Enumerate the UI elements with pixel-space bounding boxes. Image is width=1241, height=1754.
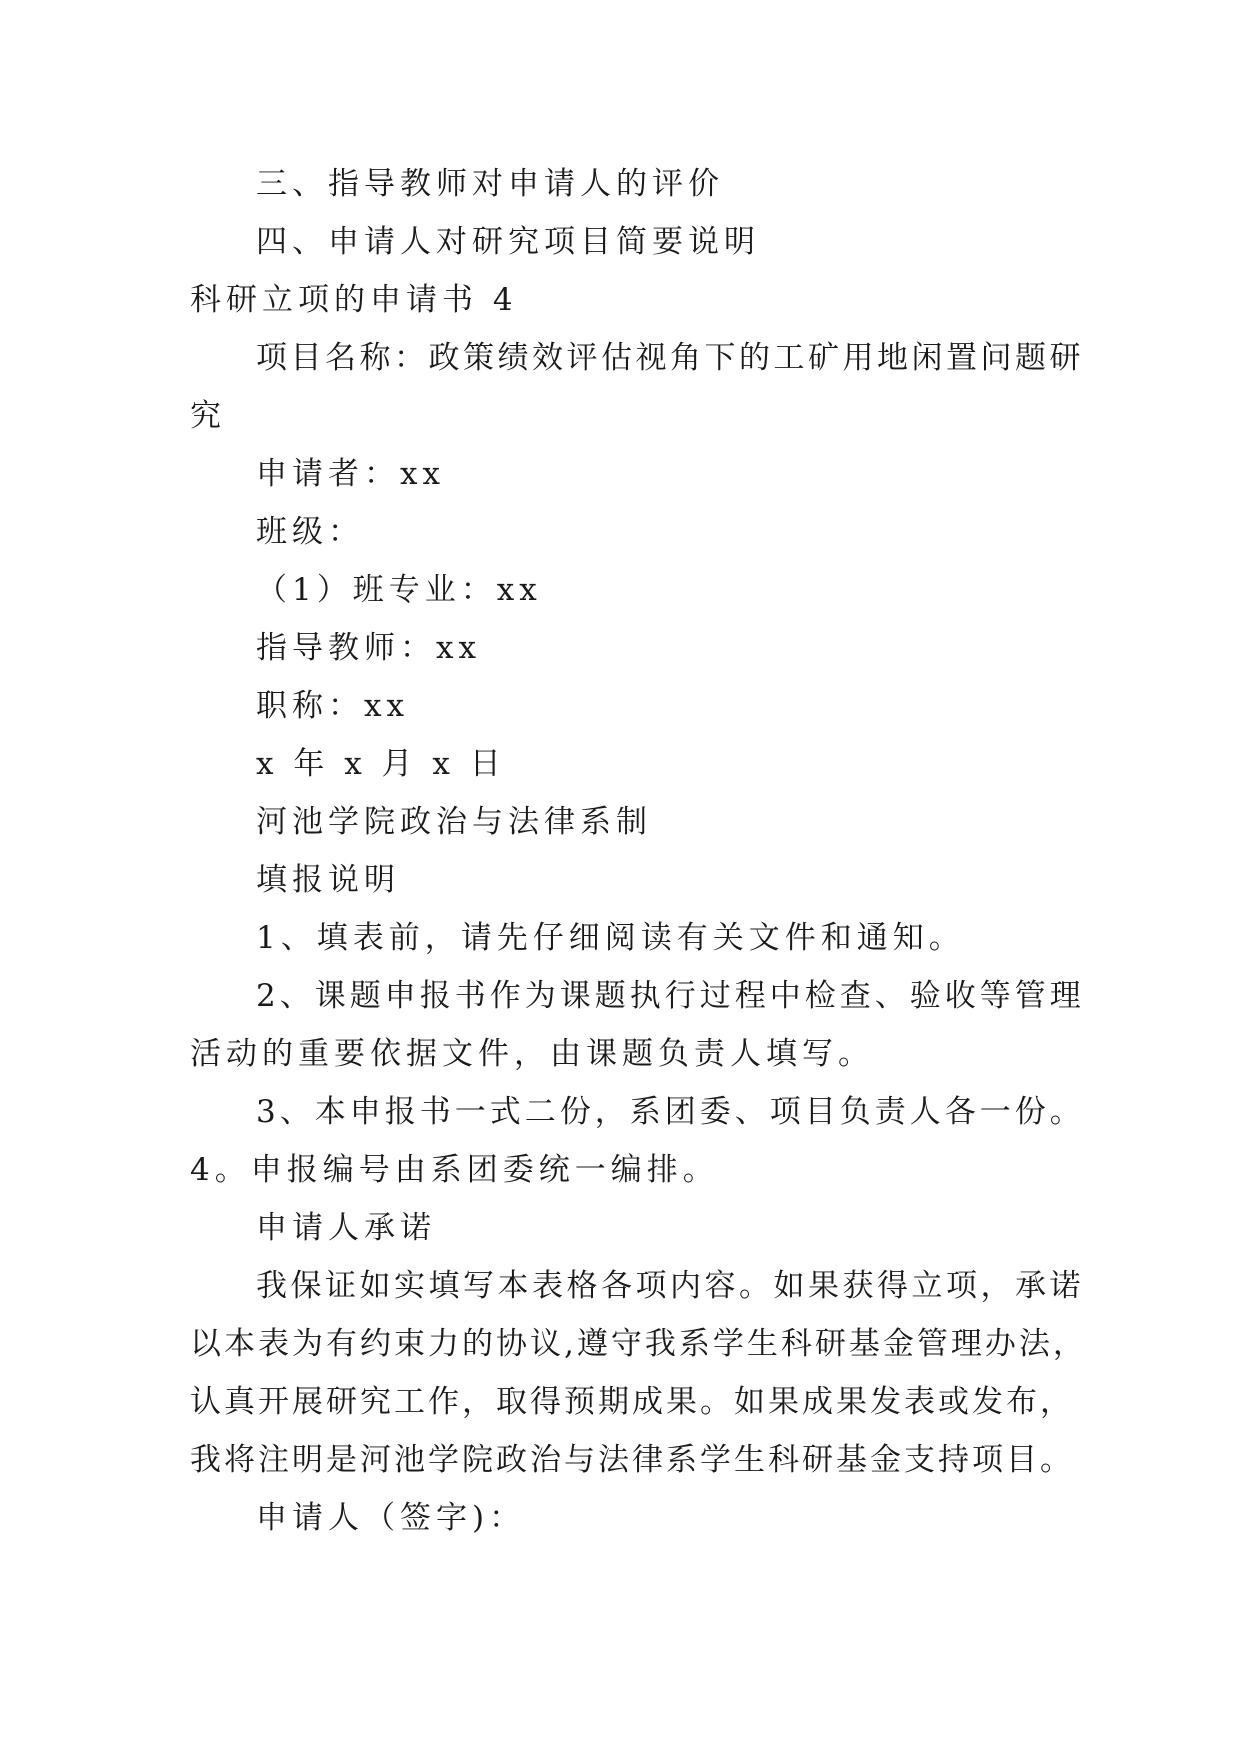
line-signature: 申请人（签字)： <box>256 1500 526 1536</box>
line-project-name-cont: 究 <box>190 398 226 434</box>
line-instruction-2-cont: 活动的重要依据文件，由课题负责人填写。 <box>190 1036 874 1072</box>
line-section-3: 三、指导教师对申请人的评价 <box>256 166 724 202</box>
line-pledge-heading: 申请人承诺 <box>256 1210 436 1246</box>
line-section-4: 四、申请人对研究项目简要说明 <box>256 224 760 260</box>
line-document-heading: 科研立项的申请书 4 <box>190 282 518 318</box>
line-class: 班级： <box>256 514 364 550</box>
line-pledge-1: 我保证如实填写本表格各项内容。如果获得立项，承诺 <box>256 1268 1084 1304</box>
line-instruction-4: 4。申报编号由系团委统一编排。 <box>190 1152 719 1188</box>
line-pledge-4: 我将注明是河池学院政治与法律系学生科研基金支持项目。 <box>190 1442 1074 1478</box>
line-issuer: 河池学院政治与法律系制 <box>256 804 652 840</box>
line-applicant: 申请者：xx <box>256 456 445 492</box>
line-advisor: 指导教师：xx <box>256 630 481 666</box>
line-pledge-2: 以本表为有约束力的协议,遵守我系学生科研基金管理办法， <box>190 1326 1087 1362</box>
line-project-name: 项目名称：政策绩效评估视角下的工矿用地闲置问题研 <box>256 340 1084 376</box>
line-title: 职称：xx <box>256 688 409 724</box>
line-instruction-2: 2、课题申报书作为课题执行过程中检查、验收等管理 <box>256 978 1085 1014</box>
line-instructions-heading: 填报说明 <box>256 862 400 898</box>
line-major: （1）班专业：xx <box>256 572 542 608</box>
line-pledge-3: 认真开展研究工作，取得预期成果。如果成果发表或发布， <box>190 1384 1074 1420</box>
line-date: x 年 x 月 x 日 <box>256 746 506 782</box>
line-instruction-3: 3、本申报书一式二份，系团委、项目负责人各一份。 <box>256 1094 1085 1130</box>
line-instruction-1: 1、填表前，请先仔细阅读有关文件和通知。 <box>256 920 965 956</box>
